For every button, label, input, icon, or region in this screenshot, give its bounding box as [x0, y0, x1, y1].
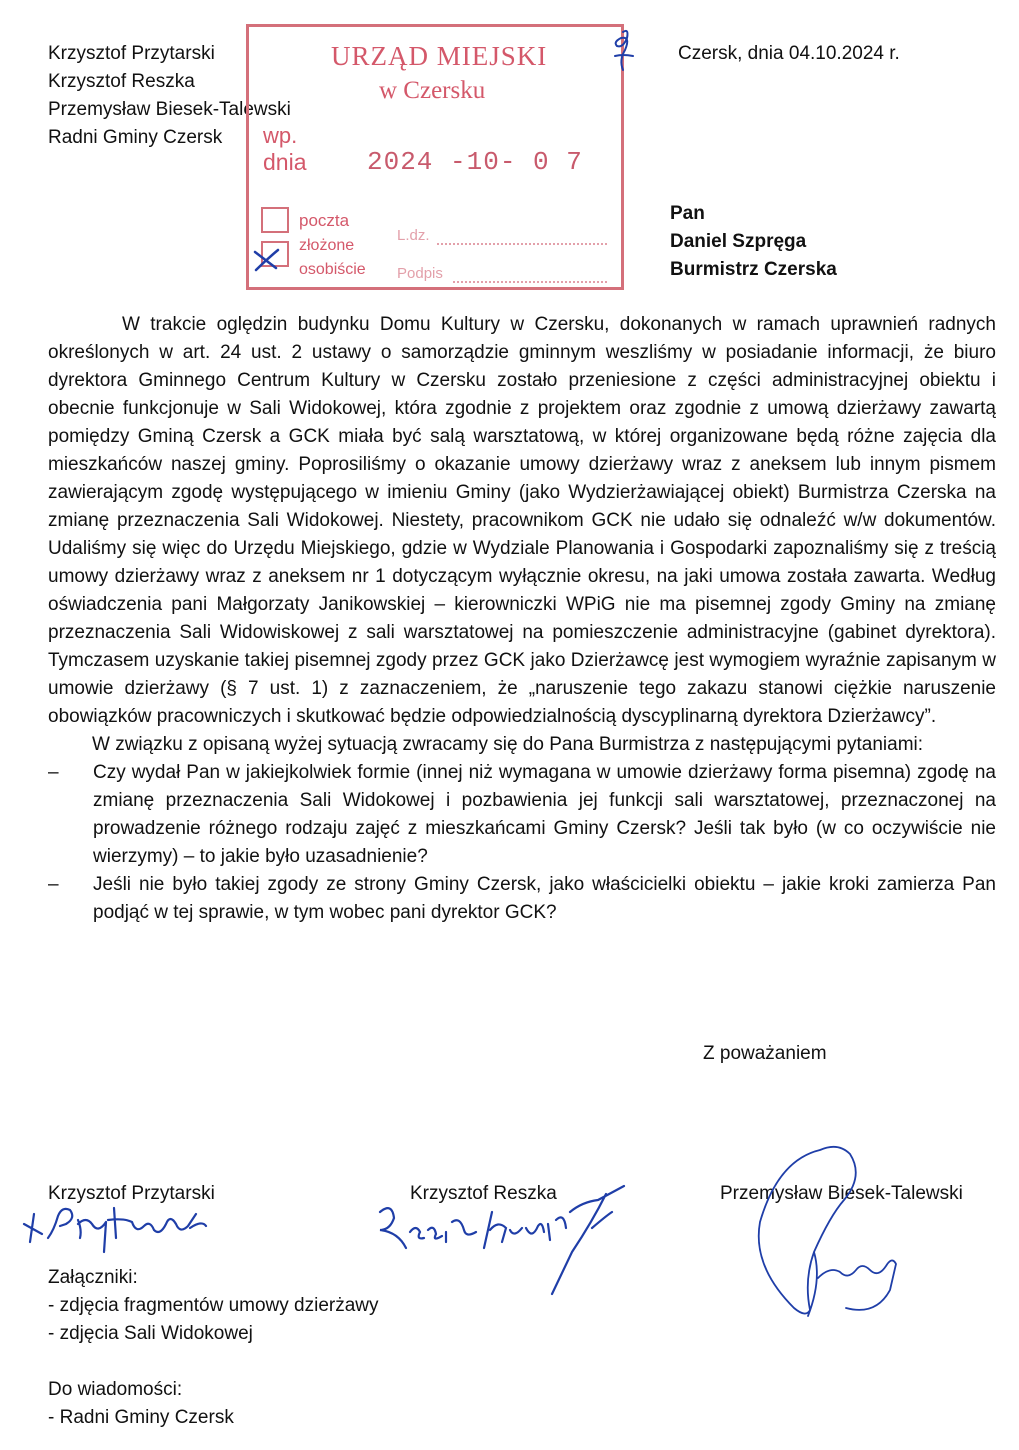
sender-name: Krzysztof Przytarski — [48, 43, 215, 64]
stamp-office: URZĄD MIEJSKI — [331, 41, 548, 71]
signatory-name: Przemysław Biesek-Talewski — [720, 1183, 963, 1204]
sender-name: Krzysztof Reszka — [48, 71, 195, 92]
signature-reszka-icon — [372, 1172, 642, 1298]
handwritten-initial-icon — [605, 26, 641, 76]
sender-role: Radni Gminy Czersk — [48, 127, 223, 148]
stamp-wp: wp. — [263, 123, 298, 148]
stamp-date: 2024 -10- 0 7 — [367, 147, 583, 177]
recipient-block — [670, 200, 837, 284]
stamp-city: w Czersku — [379, 77, 486, 104]
cc-heading: Do wiadomości: — [48, 1379, 183, 1400]
paragraph-2: W związku z opisaną wyżej sytuacją zwracamy się do Pana Burmistrza z następującymi pytaniami: — [92, 734, 924, 755]
paragraph-1: W trakcie oględzin budynku Domu Kultury w Czersku, dokonanych w ramach uprawnień radnych określonych w art. 24 ust. 2 ustawy o samorządzie gminnym weszliśmy w posiadanie informacji, że biuro dyrektora Gminnego Centrum Kultury w Czersku zostało przeniesione z części administracyjnej obiektu i obecnie funkcjonuje w Sali Widokowej, która zgodnie z projektem oraz zgodnie z umową dzierżawy zawartą pomiędzy Gminą Czersk a GCK miała być salą warsztatową, w której organizowane będą różne zajęcia dla mieszkańców naszej gminy. Poprosiliśmy o okazanie umowy dzierżawy wraz z aneksem lub innym pismem zawierającym zgodę występującego w imieniu Gminy (jako Wydzierżawiającej obiekt) Burmistrza Czerska na zmianę przeznaczenia Sali Widokowej. Niestety, pracownikom GCK nie udało się odnaleźć w/w dokumentów. Udaliśmy się więc do Urzędu Miejskiego, gdzie w Wydziale Planowania i Gospodarki zapoznaliśmy się z treścią umowy dzierżawy wraz z aneksem nr 1 dotyczącym wyłącznie okresu, na jaki umowa została zawarta. Według oświadczenia pani Małgorzaty Janikowskiej – kierowniczki WPiG nie ma pisemnej zgody Gminy na zmianę przeznaczenia Sali Widowiskowej z sali warsztatowej na pomieszczenie administracyjne (gabinet dyrektora). Tymczasem uzyskanie takiej pisemnej zgody przez GCK jako Dzierżawcę jest wymogiem wyraźnie zapisanym w umowie dzierżawy (§ 7 ust. 1) z zaznaczeniem, że „naruszenie tego zakazu stanowi ciężkie naruszenie obowiązków pracowniczych i skutkować będzie odpowiedzialnością dyscyplinarną dyrektora Dzierżawcy”. — [48, 314, 996, 727]
list-item: - Radni Gminy Czersk — [48, 1407, 234, 1428]
question-text: Jeśli nie było takiej zgody ze strony Gminy Czersk, jako właścicielki obiektu – jakie kroki zamierza Pan podjąć w tej sprawie, w tym wobec pani dyrektor GCK? — [93, 874, 996, 923]
closing-phrase: Z poważaniem — [703, 1043, 827, 1064]
questions-list — [48, 759, 996, 927]
question-text: Czy wydał Pan w jakiejkolwiek formie (innej niż wymagana w umowie dzierżawy forma pisemna) zgodę na zmianę przeznaczenia Sali Widokowej i pozbawienia jej funkcji sali warsztatowej, przeznaczonej na prowadzenie różnego rodzaju zajęć z mieszkańcami Gminy Czersk? Jeśli tak było (w co oczywiście nie wierzymy) – to jakie było uzasadnienie? — [93, 762, 996, 867]
stamp-dnia: dnia — [263, 149, 307, 175]
registry-stamp — [246, 24, 624, 290]
cc-block — [48, 1376, 234, 1432]
place-date: Czersk, dnia 04.10.2024 r. — [678, 43, 900, 64]
signatory-name: Krzysztof Przytarski — [48, 1183, 215, 1204]
recipient-title: Burmistrz Czerska — [670, 259, 837, 280]
dash-bullet: – — [48, 874, 59, 895]
attachments-heading: Załączniki: — [48, 1267, 138, 1288]
stamp-option-post: poczta — [299, 211, 350, 230]
dash-bullet: – — [48, 762, 59, 783]
recipient-name: Daniel Szpręga — [670, 231, 807, 252]
sender-name: Przemysław Biesek-Talewski — [48, 99, 291, 120]
stamp-check-mark-icon — [252, 246, 282, 274]
letter-body — [48, 311, 996, 927]
stamp-option-personally: osobiście — [299, 261, 366, 278]
attachments-block — [48, 1264, 379, 1348]
stamp-podpis-line — [453, 281, 607, 283]
stamp-podpis: Podpis — [397, 265, 443, 282]
list-item: - zdjęcia Sali Widokowej — [48, 1323, 253, 1344]
stamp-option-submitted: złożone — [299, 237, 355, 254]
recipient-salutation: Pan — [670, 203, 705, 224]
stamp-ldz-line — [437, 243, 607, 245]
stamp-checkbox-post — [261, 207, 289, 233]
list-item: - zdjęcia fragmentów umowy dzierżawy — [48, 1295, 379, 1316]
list-item — [48, 871, 996, 927]
list-item — [48, 759, 996, 871]
signatory-name: Krzysztof Reszka — [410, 1183, 557, 1204]
stamp-ldz: L.dz. — [397, 227, 430, 244]
signature-biesek-talewski-icon — [748, 1140, 918, 1326]
signature-przytarski-icon — [20, 1190, 220, 1262]
